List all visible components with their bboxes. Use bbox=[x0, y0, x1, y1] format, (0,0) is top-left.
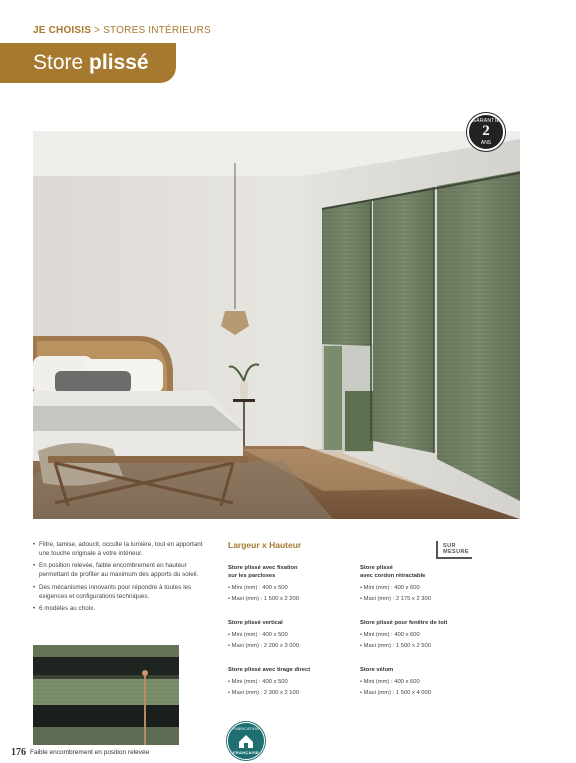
spec-maxi: • Maxi (mm) : 1 500 x 2 500 bbox=[360, 643, 431, 649]
spec-maxi: • Maxi (mm) : 1 500 x 4 000 bbox=[360, 690, 431, 696]
features-list bbox=[33, 541, 213, 618]
spec-title-line: Store plissé vertical bbox=[228, 620, 283, 626]
spec-maxi: • Maxi (mm) : 1 500 x 2 200 bbox=[228, 596, 299, 602]
spec-maxi: • Maxi (mm) : 2 200 x 3 000 bbox=[228, 643, 299, 649]
sur-mesure-icon bbox=[436, 541, 472, 559]
spec-title-line: Store plissé avec tirage direct bbox=[228, 667, 311, 673]
sur-mesure-line1: SUR bbox=[443, 543, 456, 549]
guarantee-badge bbox=[467, 113, 505, 151]
dimensions-heading: Largeur x Hauteur bbox=[228, 540, 302, 550]
spec-mini: • Mini (mm) : 400 x 600 bbox=[360, 679, 420, 685]
breadcrumb bbox=[33, 25, 211, 36]
spec-title-line: Store plissé bbox=[360, 565, 393, 571]
spec-title-line: avec cordon rétractable bbox=[360, 573, 426, 579]
page-title-bold: plissé bbox=[89, 51, 149, 74]
photo-caption bbox=[11, 747, 149, 758]
page-title bbox=[33, 51, 149, 75]
list-item: • Filtre, tamise, adoucit, occulte la lumière, tout en apportant une touche originale à votre intérieur. bbox=[33, 541, 213, 558]
spec-title-line: Store vélum bbox=[360, 667, 394, 673]
spec-maxi: • Maxi (mm) : 2 175 x 2 300 bbox=[360, 596, 431, 602]
spec-title bbox=[360, 666, 490, 674]
breadcrumb-separator-icon: > bbox=[94, 25, 101, 36]
ruler-horizontal-icon bbox=[436, 557, 472, 559]
hero-photo bbox=[33, 131, 520, 519]
spec-block bbox=[228, 564, 358, 605]
guarantee-number: 2 bbox=[482, 123, 490, 139]
bedroom-illustration bbox=[33, 131, 520, 519]
spec-block bbox=[360, 619, 490, 652]
page-title-prefix: Store bbox=[33, 51, 84, 74]
spec-title bbox=[360, 619, 490, 627]
spec-title bbox=[228, 564, 358, 580]
spec-mini: • Mini (mm) : 400 x 500 bbox=[228, 585, 288, 591]
guarantee-unit: ANS bbox=[480, 140, 492, 146]
list-item: • 6 modèles au choix. bbox=[33, 605, 213, 614]
spec-block bbox=[360, 666, 490, 699]
spec-mini: • Mini (mm) : 400 x 500 bbox=[228, 632, 288, 638]
spec-block bbox=[228, 666, 358, 699]
spec-title bbox=[360, 564, 490, 580]
breadcrumb-section[interactable]: JE CHOISIS bbox=[33, 25, 92, 36]
spec-mini: • Mini (mm) : 400 x 600 bbox=[360, 585, 420, 591]
sur-mesure-line2: MESURE bbox=[443, 549, 469, 555]
closeup-photo bbox=[33, 645, 179, 745]
spec-title bbox=[228, 666, 358, 674]
spec-maxi: • Maxi (mm) : 2 300 x 2 100 bbox=[228, 690, 299, 696]
page-number: 176 bbox=[11, 747, 26, 758]
fabrication-line1: FABRICATION bbox=[233, 727, 259, 731]
caption-text: Faible encombrement en position relevée bbox=[30, 749, 150, 756]
spec-mini: • Mini (mm) : 400 x 600 bbox=[360, 632, 420, 638]
spec-mini: • Mini (mm) : 400 x 500 bbox=[228, 679, 288, 685]
spec-title-line: Store plissé avec fixation bbox=[228, 565, 298, 571]
fabrication-line2: FRANÇAISE bbox=[232, 750, 260, 755]
breadcrumb-category[interactable]: STORES INTÉRIEURS bbox=[103, 25, 211, 36]
spec-block bbox=[228, 619, 358, 652]
list-item: • Des mécanismes innovants pour répondre à toutes les exigences et configurations techniques. bbox=[33, 584, 213, 601]
blind-closeup-illustration bbox=[33, 645, 179, 745]
guarantee-label: GARANTIE bbox=[472, 118, 500, 124]
title-band bbox=[0, 43, 176, 83]
spec-title-line: sur les parcloses bbox=[228, 573, 276, 579]
spec-title bbox=[228, 619, 358, 627]
spec-block bbox=[360, 564, 490, 605]
list-item: • En position relevée, faible encombrement en hauteur permettant de profiter au maximum des apports du soleil. bbox=[33, 562, 213, 579]
spec-title-line: Store plissé pour fenêtre de toit bbox=[360, 620, 448, 626]
fabrication-francaise-badge bbox=[227, 722, 265, 760]
